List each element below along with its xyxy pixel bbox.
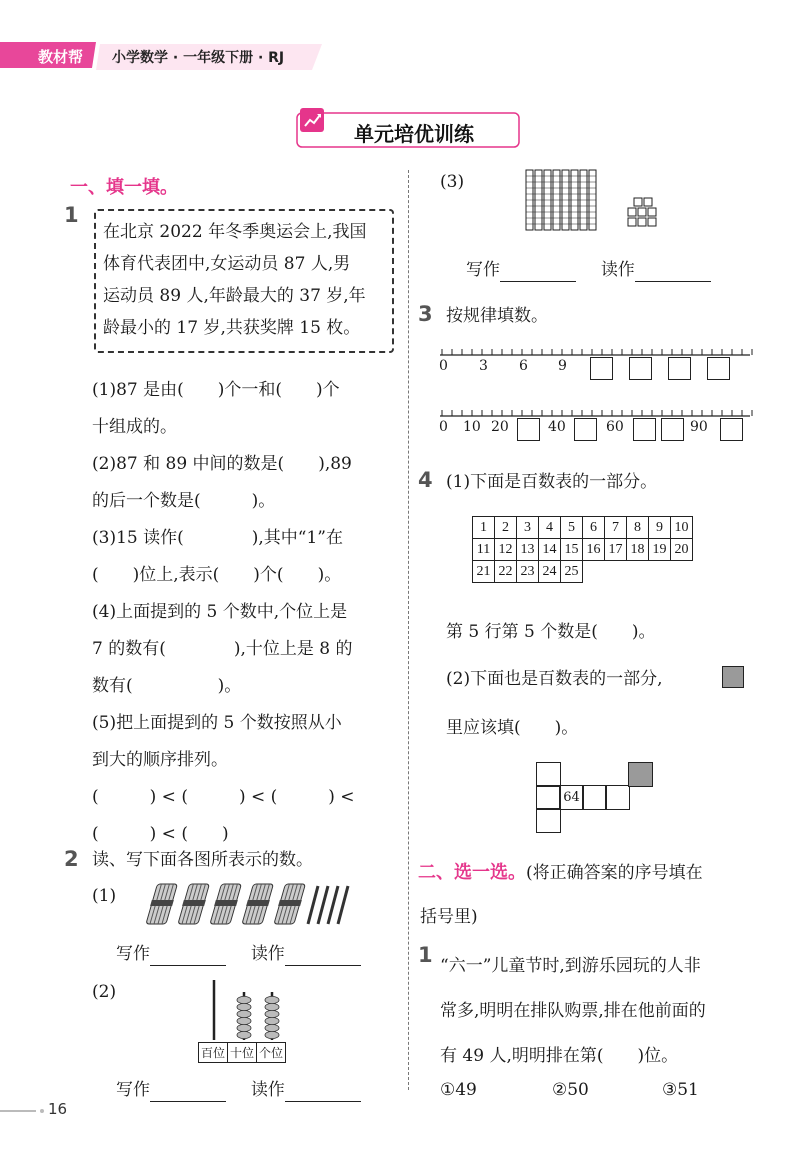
write-blank[interactable] — [500, 263, 576, 282]
chart-cell-empty — [605, 561, 627, 583]
tick-label: 6 — [519, 358, 528, 374]
read-blank[interactable] — [285, 1083, 361, 1102]
fragment-cell-64 — [559, 785, 584, 810]
answer-box[interactable] — [590, 357, 613, 380]
q1-line: (4)上面提到的 5 个数中,个位上是 — [92, 602, 348, 622]
option-1[interactable]: ①49 — [440, 1080, 477, 1100]
tick-label: 90 — [690, 419, 708, 435]
single-sticks — [308, 886, 348, 924]
passage-line: 运动员 89 人,年龄最大的 37 岁,年 — [103, 286, 366, 306]
chart-cell: 13 — [517, 539, 539, 561]
chart-cell: 1 — [473, 517, 495, 539]
section-2-heading — [418, 858, 703, 885]
fragment-cell — [536, 785, 561, 810]
tick-label: 9 — [558, 358, 567, 374]
chart-cell: 25 — [561, 561, 583, 583]
passage-line: 体育代表团中,女运动员 87 人,男 — [103, 254, 351, 274]
unit-cubes — [628, 198, 656, 226]
q1-line: (3)15 读作( ),其中“1”在 — [92, 528, 343, 548]
q1-line: ( )位上,表示( )个( )。 — [92, 565, 342, 585]
tick-label: 60 — [606, 419, 624, 435]
q2-part1-label: (1) — [92, 886, 117, 906]
chart-cell: 8 — [627, 517, 649, 539]
number-line-2 — [438, 405, 754, 419]
number-line-ticks — [442, 410, 752, 416]
page-number: 16 — [48, 1100, 68, 1118]
q2-part2-answer — [116, 1078, 361, 1102]
abacus-beads-ones — [265, 996, 279, 1038]
number-line-ticks — [442, 349, 752, 355]
answer-box[interactable] — [707, 357, 730, 380]
fragment-cell-gray — [628, 762, 653, 787]
chart-cell: 12 — [495, 539, 517, 561]
header-subject: 小学数学 · 一年级下册 · RJ — [112, 50, 285, 66]
fragment-cell — [605, 785, 630, 810]
write-label: 写作 — [116, 944, 150, 964]
answer-box[interactable] — [668, 357, 691, 380]
chart-cell-empty — [649, 561, 671, 583]
q2-part2-label: (2) — [92, 982, 117, 1002]
q4-part2a: (2)下面也是百数表的一部分, — [446, 669, 663, 689]
place-label-tens: 十位 — [228, 1043, 257, 1062]
s2-q1-line: 常多,明明在排队购票,排在他前面的 — [440, 1001, 706, 1021]
stick-bundle — [145, 884, 178, 924]
read-label: 读作 — [250, 1080, 285, 1100]
hundred-blocks-figure — [524, 168, 666, 234]
tick-label: 0 — [439, 358, 448, 374]
answer-box[interactable] — [629, 357, 652, 380]
read-label: 读作 — [250, 944, 285, 964]
chart-cell: 5 — [561, 517, 583, 539]
q1-line: (2)87 和 89 中间的数是( ),89 — [92, 454, 352, 474]
section-2-title: 二、选一选。 — [418, 862, 526, 883]
column-divider — [408, 170, 409, 1090]
stick-bundle — [177, 884, 210, 924]
tick-label: 40 — [548, 419, 566, 435]
answer-box[interactable] — [633, 418, 656, 441]
s2-q1-number: 1 — [418, 943, 433, 967]
place-label-hundreds: 百位 — [199, 1043, 228, 1062]
q3-text: 按规律填数。 — [446, 306, 548, 326]
chart-cell: 15 — [561, 539, 583, 561]
answer-box[interactable] — [517, 418, 540, 441]
abacus-figure — [196, 978, 292, 1048]
stick-bundles-figure — [142, 882, 352, 928]
chart-cell-empty — [583, 561, 605, 583]
q2-text: 读、写下面各图所表示的数。 — [92, 850, 313, 870]
hundred-chart — [472, 516, 693, 583]
passage-line: 在北京 2022 年冬季奥运会上,我国 — [103, 222, 367, 242]
q1-line: ( ) < ( ) — [92, 824, 229, 844]
chart-cell: 4 — [539, 517, 561, 539]
answer-box[interactable] — [720, 418, 743, 441]
q1-line: (1)87 是由( )个一和( )个 — [92, 380, 340, 400]
q1-passage — [103, 216, 366, 344]
chart-cell: 7 — [605, 517, 627, 539]
abacus-beads-tens — [237, 996, 251, 1038]
section-2-instructions-cont: 括号里) — [420, 907, 478, 927]
q1-number: 1 — [64, 203, 79, 227]
tick-label: 3 — [479, 358, 488, 374]
q1-line: 到大的顺序排列。 — [92, 750, 228, 770]
q1-line: 十组成的。 — [92, 417, 177, 437]
q2-part1-answer — [116, 942, 361, 966]
chart-cell: 17 — [605, 539, 627, 561]
section-1-title: 一、填一填。 — [70, 177, 178, 198]
stick-bundle — [273, 884, 306, 924]
chart-cell: 11 — [473, 539, 495, 561]
read-blank[interactable] — [635, 263, 711, 282]
place-label-ones: 个位 — [259, 1046, 284, 1060]
chart-cell: 16 — [583, 539, 605, 561]
page-title: 单元培优训练 — [354, 122, 474, 146]
chart-cell: 20 — [671, 539, 693, 561]
read-label: 读作 — [600, 260, 635, 280]
fragment-cell — [582, 785, 607, 810]
hundred-chart-row — [473, 539, 693, 561]
chart-cell: 2 — [495, 517, 517, 539]
footer-dot — [40, 1109, 44, 1113]
answer-box[interactable] — [661, 418, 684, 441]
option-3[interactable]: ③51 — [662, 1080, 699, 1100]
chart-cell: 14 — [539, 539, 561, 561]
stick-bundle — [241, 884, 274, 924]
q1-line: 数有( )。 — [92, 676, 242, 696]
chart-cell: 19 — [649, 539, 671, 561]
q4-number: 4 — [418, 468, 433, 492]
stick-bundle — [209, 884, 242, 924]
chart-cell: 23 — [517, 561, 539, 583]
q4-ask1: 第 5 行第 5 个数是( )。 — [446, 622, 656, 642]
passage-line: 龄最小的 17 岁,共获奖牌 15 枚。 — [103, 318, 361, 338]
s2-q1-line: 有 49 人,明明排在第( )位。 — [440, 1046, 679, 1066]
chart-fragment — [536, 762, 656, 834]
chart-cell: 10 — [671, 517, 693, 539]
chart-cell: 9 — [649, 517, 671, 539]
chart-cell: 22 — [495, 561, 517, 583]
q1-line: (5)把上面提到的 5 个数按照从小 — [92, 713, 342, 733]
abacus-place-labels — [198, 1042, 286, 1063]
fragment-cell — [536, 808, 561, 833]
tick-label: 20 — [491, 419, 509, 435]
q4-part1: (1)下面是百数表的一部分。 — [446, 472, 658, 492]
s2-q1-text — [440, 944, 706, 1079]
chart-cell: 24 — [539, 561, 561, 583]
option-2[interactable]: ②50 — [552, 1080, 589, 1100]
header-bar — [0, 42, 330, 70]
chart-cell: 21 — [473, 561, 495, 583]
write-blank[interactable] — [150, 1083, 226, 1102]
write-label: 写作 — [466, 260, 500, 280]
q1-line: 7 的数有( ),十位上是 8 的 — [92, 639, 353, 659]
fragment-cell — [536, 762, 561, 787]
chart-cell: 18 — [627, 539, 649, 561]
read-blank[interactable] — [285, 947, 361, 966]
tick-label: 0 — [439, 419, 448, 435]
tick-label: 10 — [463, 419, 481, 435]
q2-number: 2 — [64, 847, 79, 871]
q3-number: 3 — [418, 302, 433, 326]
q2-part3-label: (3) — [440, 172, 465, 192]
footer-dots — [0, 1110, 36, 1112]
section-2-instructions: (将正确答案的序号填在 — [526, 863, 703, 883]
hundred-chart-row — [473, 517, 693, 539]
fragment-value: 64 — [563, 790, 580, 805]
title-banner — [296, 108, 522, 152]
chart-cell: 3 — [517, 517, 539, 539]
q4-part2b: 里应该填( )。 — [446, 718, 579, 738]
hundred-chart-row — [473, 561, 693, 583]
write-label: 写作 — [116, 1080, 150, 1100]
answer-box[interactable] — [574, 418, 597, 441]
q2-part3-answer — [466, 258, 711, 282]
q1-line: 的后一个数是( )。 — [92, 491, 276, 511]
chart-cell: 6 — [583, 517, 605, 539]
header-badge: 教材帮 — [38, 48, 84, 66]
number-line-1 — [438, 344, 754, 358]
chart-cell-empty — [671, 561, 693, 583]
q1-line: ( ) < ( ) < ( ) < — [92, 787, 355, 807]
chart-cell-empty — [627, 561, 649, 583]
gray-box-icon — [722, 666, 744, 688]
write-blank[interactable] — [150, 947, 226, 966]
s2-q1-line: “六一”儿童节时,到游乐园玩的人非 — [440, 956, 701, 976]
q1-questions — [92, 372, 355, 853]
